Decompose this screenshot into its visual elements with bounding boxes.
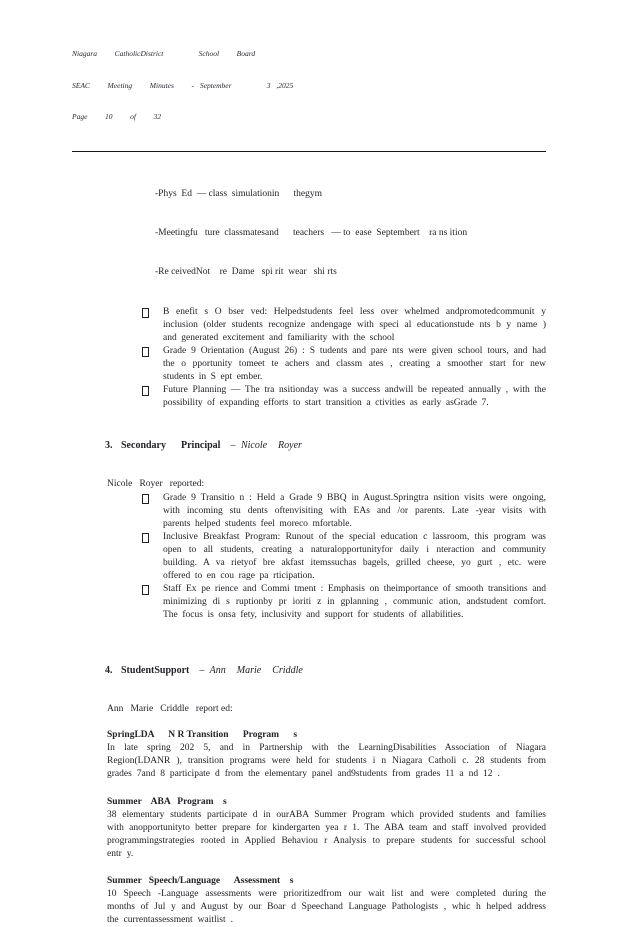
subsection-body: 10 Speech -Language assessments were prioritizedfrom our wait list and were completed during the months of Jul y and August by our Boar d Speechand Language Pathologists , whic h helped address the currentassessment waitlist . [107, 888, 546, 925]
section-presenter: – Ann Marie Criddle [199, 664, 303, 676]
subsection-spring-lda-transition [107, 729, 546, 781]
square-bullet-icon [142, 494, 149, 504]
dash-item: -Meetingfu ture classmatesand teachers — to ease Septembert ra ns ition [155, 227, 468, 238]
list-item-text: B enefit s O bser ved: Helpedstudents feel less over whelmed andpromotedcommunit y inclusion (older students recognize andengage with speci al educationstude nts b y name ) and generated excitement and familiarity with the school [163, 306, 546, 343]
list-item [163, 583, 546, 622]
header-page-number: Page 10 of 32 [72, 112, 162, 121]
subsection-heading: Summer ABA Program s [107, 796, 227, 807]
list-item [163, 531, 546, 583]
transition-bullet-list [72, 306, 546, 410]
list-item-text: Grade 9 Transitio n : Held a Grade 9 BBQ in August.Springtra nsition visits were ongoing, with incoming stu dents oftenvisiting with EAs and /or parents. Late -year visits with parents helped students feel moreco mfortable. [163, 492, 546, 529]
subsection-summer-aba [107, 796, 546, 861]
square-bullet-icon [142, 347, 149, 357]
dash-item: -Re ceivedNot re Dame spi rit wear shi rts [155, 266, 337, 277]
subsection-body: 38 elementary students participate d in ourABA Summer Program which provided students and families with anopportunityto better prepare for kindergarten yea r 1. The ABA team and staff involved provided programmingstrategies rooted in Applied Behaviou r Analysis to prepare students for successful school entr y. [107, 809, 546, 859]
section-secondary-principal [72, 426, 546, 622]
secondary-principal-bullet-list [72, 492, 546, 622]
section-title: StudentSupport [121, 664, 190, 676]
list-item-text: Inclusive Breakfast Program: Runout of the special education c lassroom, this program was open to all students, creating a naturalopportunityfor daily i nteraction and community building. A va rietyof bre akfast itemssuchas bagels, grilled cheese, yo gurt , etc. were offered to en cou rage pa rticipation. [163, 531, 546, 581]
list-item-text: Future Planning — The tra nsitionday was a success andwill be repeated annually , with the possibility of expanding efforts to start transition a ctivities as early asGrade 7. [163, 384, 546, 408]
list-item [163, 492, 546, 531]
page-header [72, 28, 546, 144]
subsection-heading: Summer Speech/Language Assessment s [107, 875, 294, 886]
header-divider [72, 151, 546, 152]
section-intro: Nicole Royer reported: [107, 478, 205, 489]
square-bullet-icon [142, 308, 149, 318]
dash-item: -Phys Ed — class simulationin thegym [155, 188, 323, 199]
section-number: 3. [105, 439, 113, 451]
subsection-body: In late spring 202 5, and in Partnership with the LearningDisabilities Association of Niagara Region(LDANR ), transition programs were held for students i n Niagara Catholi c. 28 students from grades 7and 8 participate d from the elementary panel and9students from grades 11 a nd 12 . [107, 742, 546, 779]
subsection-heading: SpringLDA N R Transition Program s [107, 729, 298, 740]
section-heading [90, 426, 546, 465]
section-intro: Ann Marie Criddle report ed: [107, 703, 233, 714]
section-student-support [72, 651, 546, 927]
square-bullet-icon [142, 533, 149, 543]
section-title: Secondary Principal [121, 439, 221, 451]
subsection-summer-speech-language [107, 875, 546, 927]
header-board-name: Niagara CatholicDistrict School Board [72, 49, 256, 58]
section-number: 4. [105, 664, 113, 676]
list-item-text: Grade 9 Orientation (August 26) : S tudents and pare nts were given school tours, and had the o pportunity tomeet te achers and classm ates , creating a smoother start for new students in S ept ember. [163, 345, 546, 382]
header-meeting-title: SEAC Meeting Minutes - September 3 ,2025 [72, 80, 294, 90]
list-item [163, 345, 546, 384]
list-item [163, 306, 546, 345]
list-item [163, 384, 546, 410]
square-bullet-icon [142, 585, 149, 595]
dash-item-list [155, 162, 546, 305]
list-item-text: Staff Ex pe rience and Commi tment : Emphasis on theimportance of smooth transitions and minimizing di s ruptionby pr ioriti z in gplanning , communic ation, andstudent comfort. The focus is onsa fety, inclusivity and support for students of allabilities. [163, 583, 546, 620]
section-presenter: – Nicole Royer [230, 439, 302, 451]
section-heading [90, 651, 546, 690]
square-bullet-icon [142, 386, 149, 396]
